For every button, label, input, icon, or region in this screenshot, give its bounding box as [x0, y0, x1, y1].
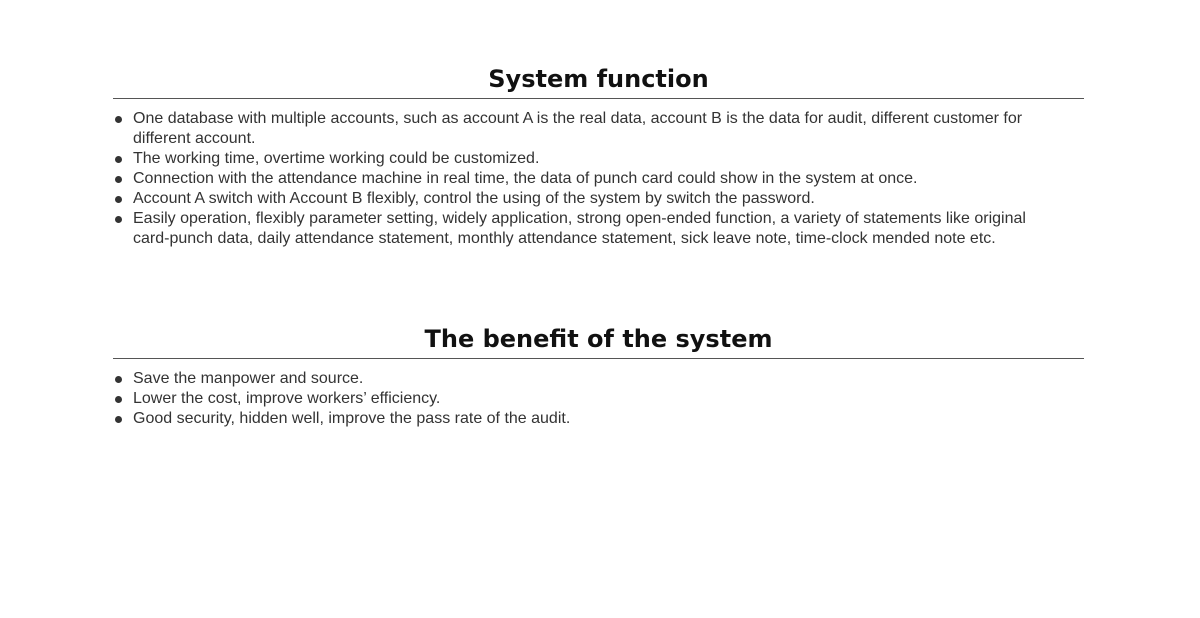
system-function-section	[113, 64, 1084, 249]
list-item	[113, 109, 1084, 149]
list-item-text: The working time, overtime working could be customized.	[133, 150, 540, 167]
list-item	[113, 169, 1084, 189]
benefit-list	[113, 369, 1084, 429]
list-item-text: Lower the cost, improve workers’ efficiency.	[133, 390, 441, 407]
list-item-text: Account A switch with Account B flexibly, control the using of the system by switch the password.	[133, 190, 815, 207]
list-item	[113, 189, 1084, 209]
list-item	[113, 369, 1084, 389]
bullet-icon	[115, 216, 122, 223]
bullet-icon	[115, 116, 122, 123]
bullet-icon	[115, 416, 122, 423]
bullet-icon	[115, 396, 122, 403]
system-benefit-section	[113, 324, 1084, 429]
list-item	[113, 389, 1084, 409]
section-title-system-function: System function	[113, 64, 1084, 99]
bullet-icon	[115, 376, 122, 383]
system-function-list	[113, 109, 1084, 249]
list-item-text: Easily operation, flexibly parameter setting, widely application, strong open-ended function, a variety of statements like original card-punch data, daily attendance statement, monthly attendance statement, sick leave note, time-clock mended note etc.	[133, 210, 1026, 247]
list-item	[113, 149, 1084, 169]
list-item-text: Good security, hidden well, improve the pass rate of the audit.	[133, 410, 571, 427]
list-item-text: One database with multiple accounts, such as account A is the real data, account B is the data for audit, different customer for different account.	[133, 110, 1023, 147]
bullet-icon	[115, 196, 122, 203]
list-item	[113, 209, 1084, 249]
bullet-icon	[115, 156, 122, 163]
section-title-benefit: The benefit of the system	[113, 324, 1084, 359]
list-item-text: Connection with the attendance machine in real time, the data of punch card could show in the system at once.	[133, 170, 918, 187]
list-item-text: Save the manpower and source.	[133, 370, 364, 387]
list-item	[113, 409, 1084, 429]
bullet-icon	[115, 176, 122, 183]
document-page	[113, 0, 1084, 429]
